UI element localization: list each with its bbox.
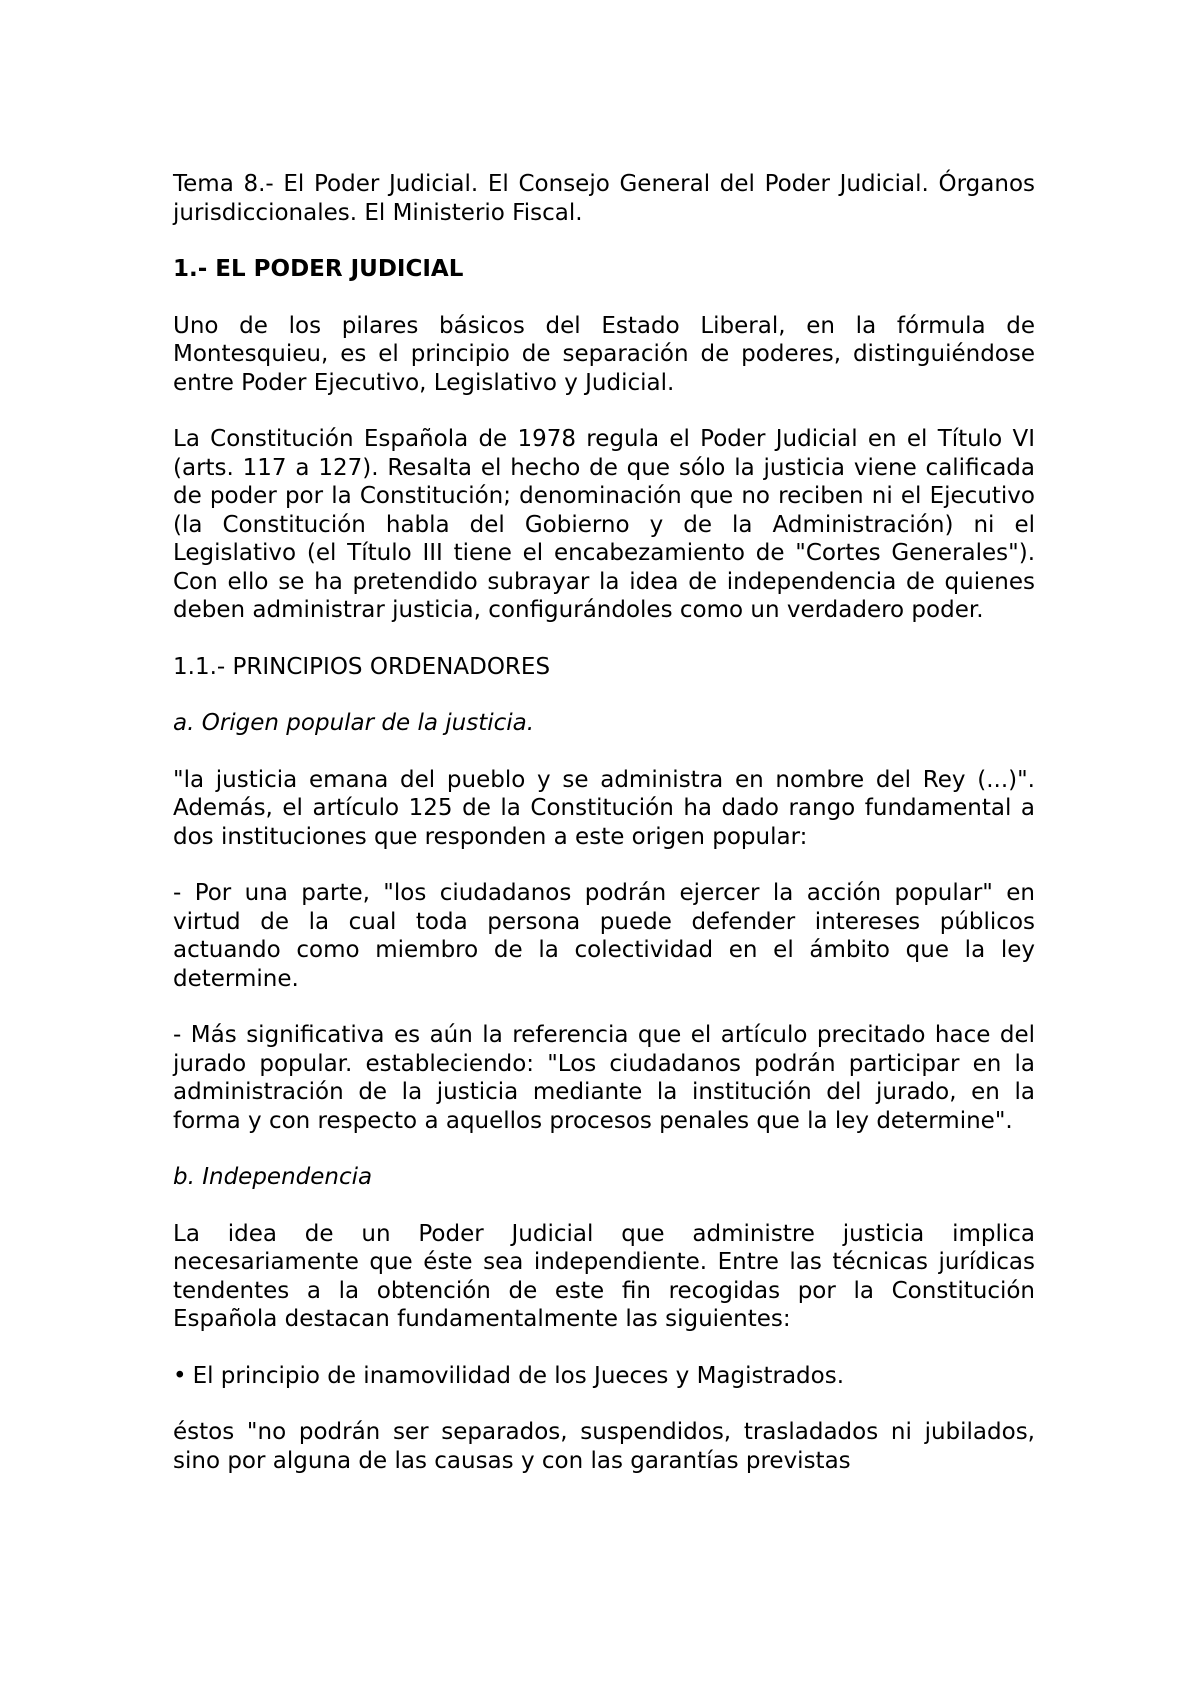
subheading-origen-popular: a. Origen popular de la justicia.	[173, 710, 535, 736]
bullet-item-inamovilidad	[173, 1362, 1035, 1391]
paragraph-independencia: La idea de un Poder Judicial que administre justicia implica necesariamente que éste sea independiente. Entre las técnicas jurídicas tendentes a la obtención de este fin recogidas por la Constitución Española destacan fundamentalmente las siguientes:	[173, 1220, 1035, 1332]
paragraph-jurado-popular: - Más significativa es aún la referencia que el artículo precitado hace del jurado popular. estableciendo: "Los ciudadanos podrán participar en la administración de la justicia mediante la institución del jurado, en la forma y con respecto a aquellos procesos penales que la ley determine".	[173, 1022, 1035, 1134]
section-heading-poder-judicial: 1.- EL PODER JUDICIAL	[173, 256, 464, 282]
bullet-icon: •	[173, 1362, 187, 1389]
paragraph-accion-popular: - Por una parte, "los ciudadanos podrán ejercer la acción popular" en virtud de la cual toda persona puede defender intereses públicos actuando como miembro de la colectividad en el ámbito que la ley determine.	[173, 880, 1035, 992]
section-heading-principios: 1.1.- PRINCIPIOS ORDENADORES	[173, 653, 551, 680]
document-title: Tema 8.- El Poder Judicial. El Consejo General del Poder Judicial. Órganos jurisdiccionales. El Ministerio Fiscal.	[173, 171, 1035, 226]
bullet-item-text: El principio de inamovilidad de los Jueces y Magistrados.	[192, 1362, 845, 1389]
paragraph-separacion-poderes: Uno de los pilares básicos del Estado Liberal, en la fórmula de Montesquieu, es el principio de separación de poderes, distinguiéndose entre Poder Ejecutivo, Legislativo y Judicial.	[173, 312, 1035, 396]
subheading-independencia: b. Independencia	[173, 1164, 373, 1190]
paragraph-constitucion-1978: La Constitución Española de 1978 regula el Poder Judicial en el Título VI (arts. 117 a 127). Resalta el hecho de que sólo la justicia viene calificada de poder por la Constitución; denominación que no reciben ni el Ejecutivo (la Constitución habla del Gobierno y de la Administración) ni el Legislativo (el Título III tiene el encabezamiento de "Cortes Generales"). Con ello se ha pretendido subrayar la idea de independencia de quienes deben administrar justicia, configurándoles como un verdadero poder.	[173, 426, 1035, 623]
document-page	[173, 170, 1035, 1475]
paragraph-no-podran-ser-separados: éstos "no podrán ser separados, suspendidos, trasladados ni jubilados, sino por alguna de las causas y con las garantías previstas	[173, 1419, 1035, 1474]
paragraph-justicia-emana: "la justicia emana del pueblo y se administra en nombre del Rey (...)". Además, el artículo 125 de la Constitución ha dado rango fundamental a dos instituciones que responden a este origen popular:	[173, 766, 1035, 850]
